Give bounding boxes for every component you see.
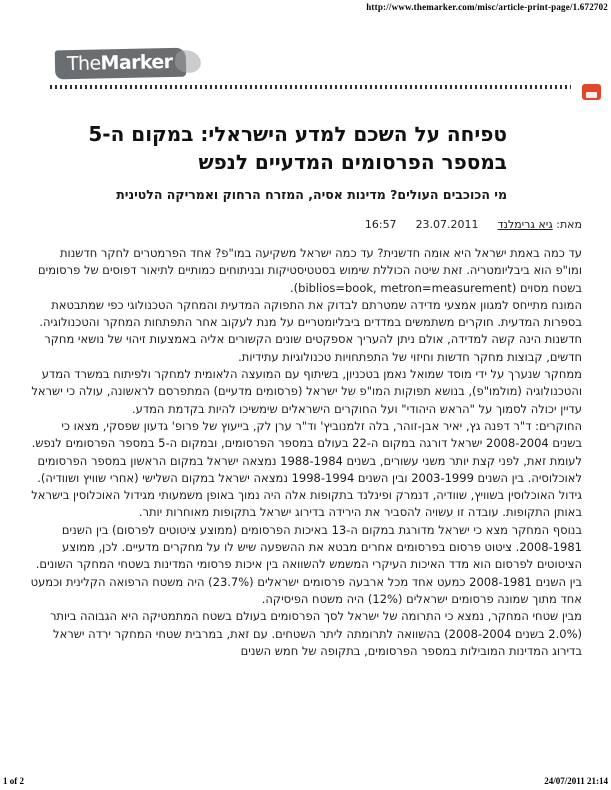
page-number: 1 of 2: [3, 776, 24, 786]
byline-time: 16:57: [364, 218, 397, 231]
article-headline: טפיחה על השכם למדע הישראלי: במקום ה-5 במספר הפרסומים המדעיים לנפש: [88, 122, 507, 174]
article-paragraph: גידול האוכלוסין בשוויץ, שוודיה, דנמרק ופינלנד בתקופות אלה היה נמוך באופן משמעותי מגידול האוכלוסין בישראל באותן התקופות. עובדה זו עשויה להסביר את הירידה בדירוג ישראל בתקופות מאוחרות יותר.: [31, 488, 582, 520]
article-paragraph: עד כמה באמת ישראל היא אומה חדשנית? עד כמה ישראל משקיעה במו"פ? אחד הפרמטרים לחקר חדשנות ומו"פ הוא ביבליומטריה. זאת שיטה הכוללת שימוש בסטטיסטיקות ובניתוחים כמותיים לתיאור דפוסים של פרסומים בשטח מסוים (biblios=book, metron=measurement).: [38, 246, 582, 295]
article-subtitle: מי הכוכבים העולים? מדינות אסיה, המזרח הרחוק ואמריקה הלטינית: [116, 187, 507, 202]
article-body: [30, 245, 582, 660]
article-paragraph: המונח מתייחס למגוון אמצעי מדידה שמטרתם לבדוק את התפוקה המדעית והמחקר הטכנולוגי כפי שמתבטאת בספרות המדעית. חוקרים משתמשים במדדים ביבליומטריים על מנת לעקוב אחר התפתחות המחקר והטכנולוגיה. חדשנות הינה קשה למדידה, אולם ניתן להעריך אספקטים שונים הקשורים אליה באמצעות זיהוי של נושאי מחקר חדשים, קבוצות מחקר חדשות וחיזוי של התפתחויות טכנולוגיות עתידיות.: [39, 297, 582, 364]
article-paragraph: בין השנים 2008-1981 כמעט אחד מכל ארבעה פרסומים ישראלים (23.7%) היה משטח הרפואה הקלינית וכמעט אחד מתוך שמונה פרסומים ישראלים (12%) היה משטח הפיסיקה.: [30, 574, 582, 606]
article-paragraph: ממחקר שנערך על ידי מוסד שמואל נאמן בטכניון, בשיתוף עם המועצה הלאומית למחקר ולפיתוח במשרד המדע והטכנולוגיה (מולמו"פ), בנושא תפוקות המו"פ של ישראל (פרסומים מדעיים) המתפרסם לראשונה, עולה כי ישראל עדיין יכולה לסמוך על "הראש היהודי" ועל החוקרים הישראלים שימשיכו להיות בקדמת המדע.: [31, 367, 582, 416]
masthead-divider: [50, 85, 571, 89]
byline-author-label: מאת:: [556, 218, 582, 231]
article-paragraph: מבין שטחי המחקר, נמצא כי התרומה של ישראל לסך הפרסומים בעולם בשטח המתמטיקה היא הגבוהה ביותר (2.0% בשנים 2008-2004) בהשוואה לתרומתה ליתר השטחים. עם זאת, במרבית שטחי המחקר ירדה ישראל בדירוג המדינות המובילות במספר הפרסומים, בתקופה של חמש השנים: [49, 609, 582, 658]
article-paragraph: בנוסף המחקר מצא כי ישראל מדורגת במקום ה-13 באיכות הפרסומים (ממוצע ציטוטים לפרסום) בין השנים 2008-1981. ציטוט פרסום בפרסומים אחרים מבטא את ההשפעה שיש לו על מחקרים מדעיים. לכן, ממוצע הציטוטים לפרסום הוא מדד האיכות העיקרי המשמש להשוואה בין איכות פרסומי המדינות בשטחי המחקר השונים.: [35, 522, 582, 572]
author-link[interactable]: גיא גרימלנד: [497, 218, 553, 231]
byline: [30, 218, 582, 232]
byline-date: 23.07.2011: [415, 218, 479, 231]
print-button[interactable]: [582, 84, 601, 100]
article: [30, 120, 582, 660]
print-timestamp: 24/07/2011 21:14: [544, 776, 608, 786]
themarker-logo[interactable]: [55, 48, 187, 80]
logo-text-the: The: [66, 52, 101, 76]
article-paragraph: החוקרים: ד"ר דפנה גץ, יאיר אבן-זוהר, בלה זלמנוביץ' וד"ר ערן לק, בייעוץ של פרופ' גדעון שפסקי, מצאו כי בשנים 2008-2004 ישראל דורגה במקום ה-22 בעולם במספר הפרסומים, ובמקום ה-5 במספר הפרסומים לנפש. לעומת זאת, לפני קצת יותר משני עשורים, בשנים 1988-1984 נמצאה ישראל במקום הראשון במספר הפרסומים לאוכלוסיה. בין השנים 2003-1999 ובין השנים 1998-1994 נמצאה ישראל במקום השלישי (אחרי שוויץ ושוודיה).: [31, 418, 582, 485]
logo-text-marker: Marker: [100, 50, 173, 75]
browser-print-url: http://www.themarker.com/misc/article-print-page/1.672702: [366, 2, 608, 12]
